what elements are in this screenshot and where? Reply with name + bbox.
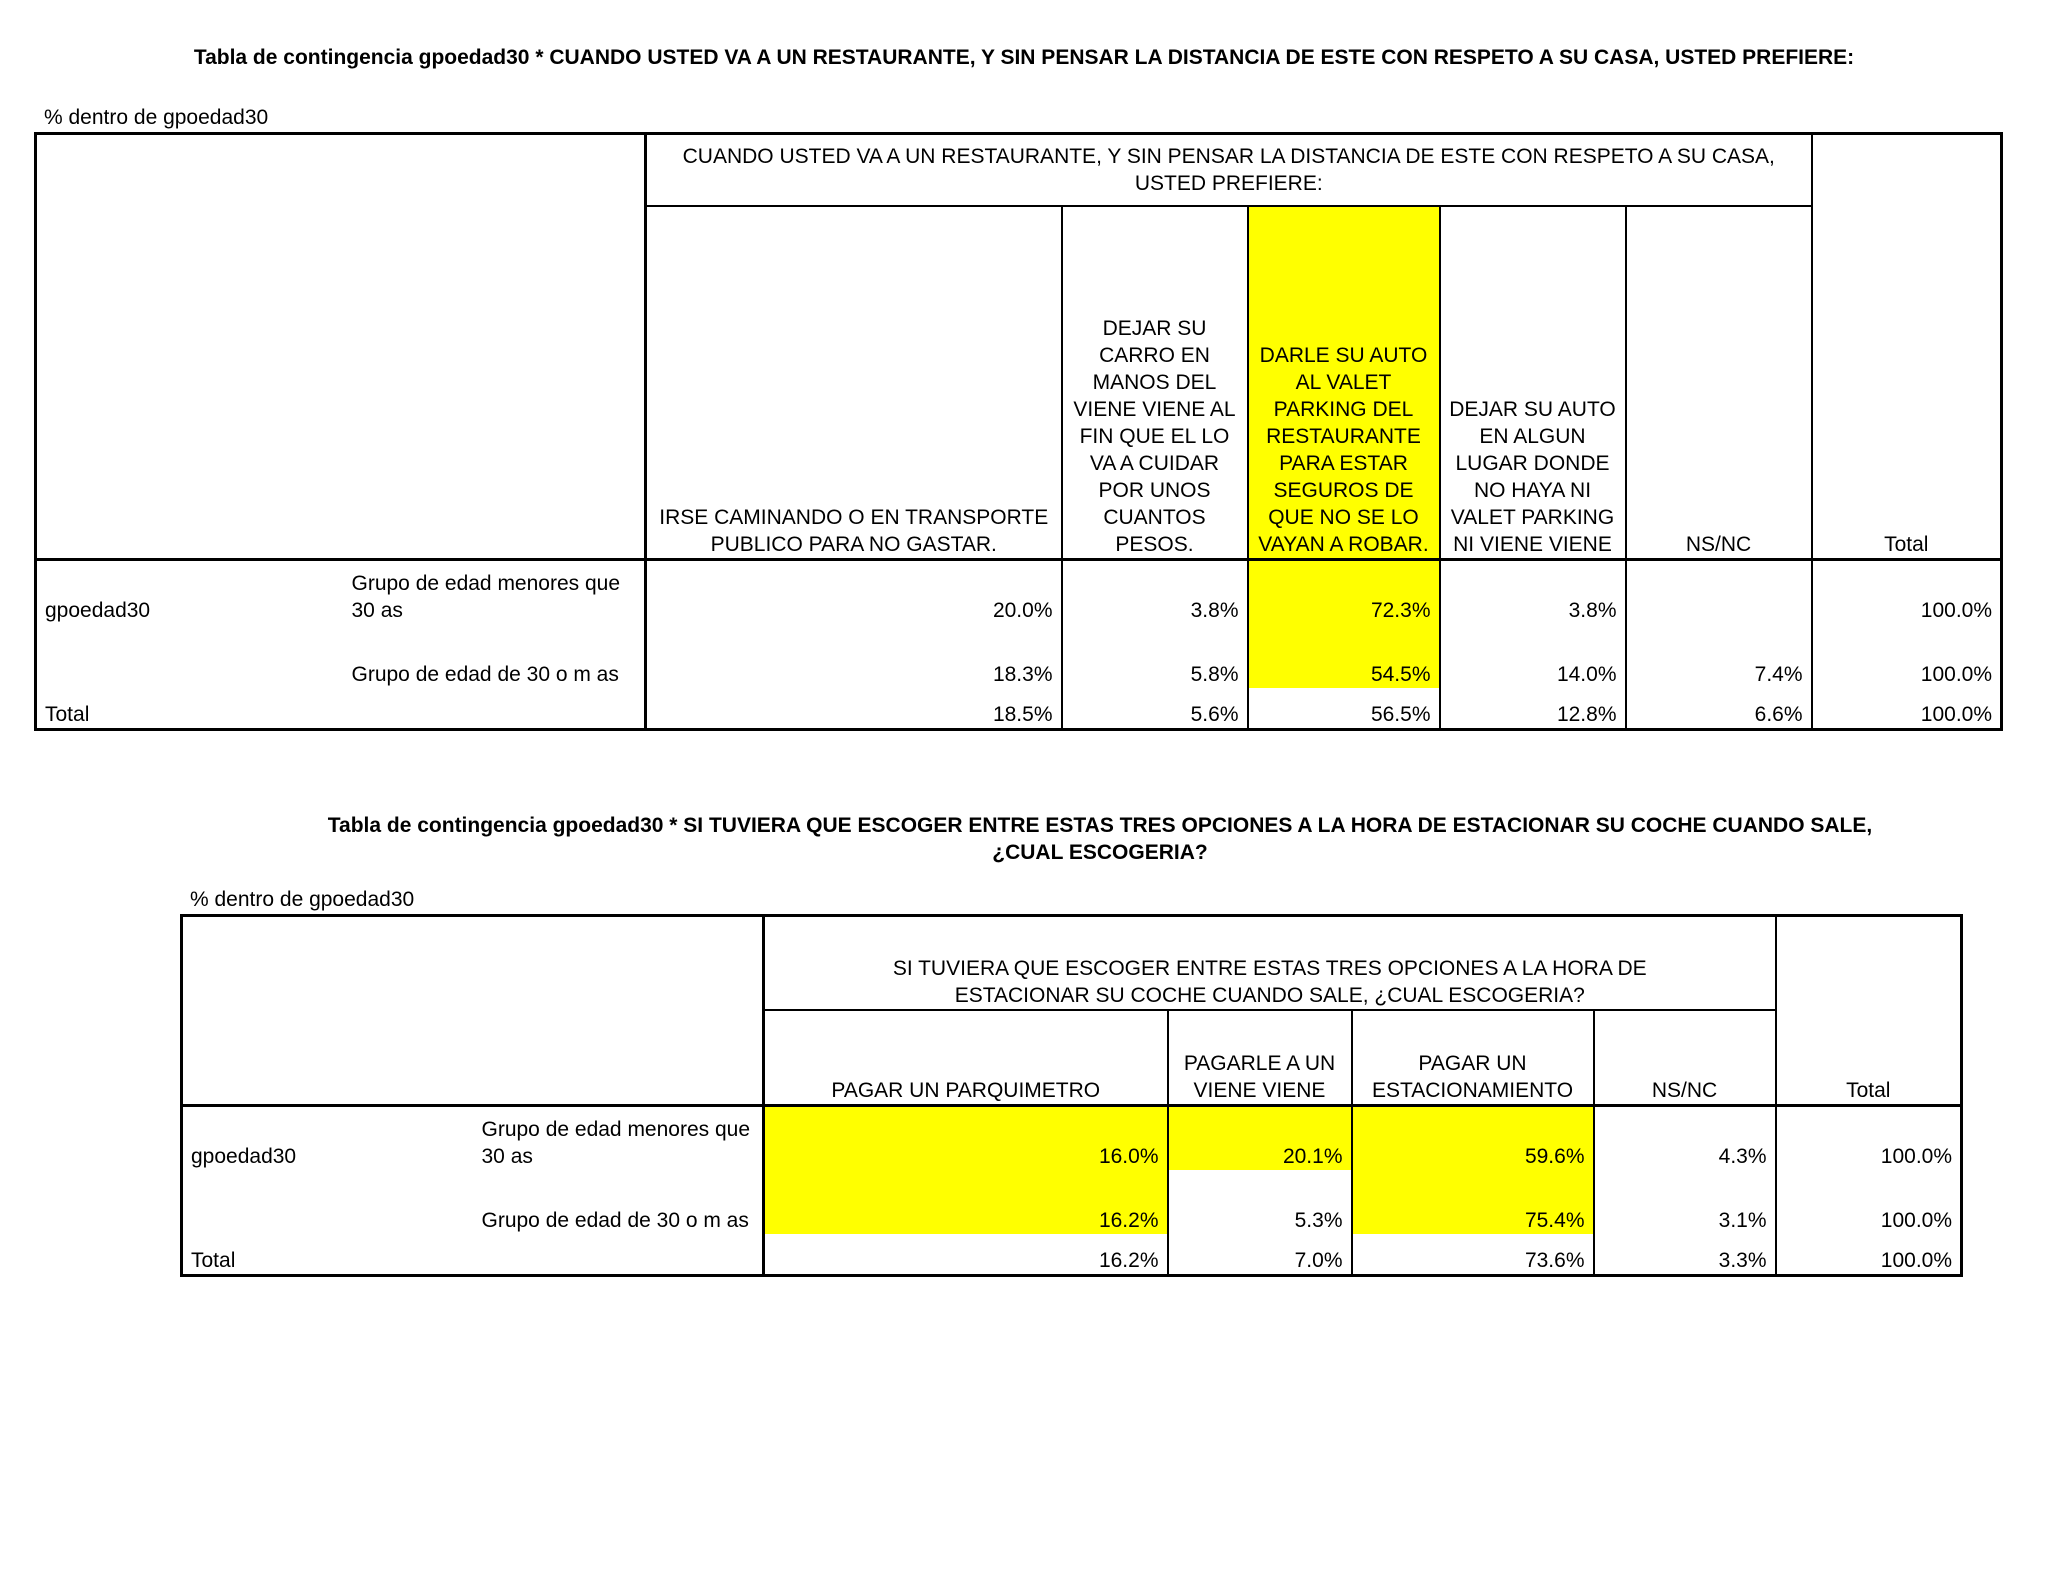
table1-cell: 7.4% [1626, 624, 1812, 688]
table1-col-4: DEJAR SU AUTO EN ALGUN LUGAR DONDE NO HAYA NI VALET PARKING NI VIENE VIENE [1440, 206, 1626, 560]
table1-cell: 20.0% [646, 560, 1062, 624]
table2-col-2: PAGARLE A UN VIENE VIENE [1168, 1010, 1352, 1106]
table2-cell: 100.0% [1776, 1106, 1962, 1170]
table2-title-line-1: Tabla de contingencia gpoedad30 * SI TUVIERA QUE ESCOGER ENTRE ESTAS TRES OPCIONES A LA HORA DE ESTACIONAR SU COCHE CUANDO SALE, [327, 814, 1873, 837]
table1-cell: 12.8% [1440, 688, 1626, 730]
table1-cell: 72.3% [1248, 560, 1440, 624]
table1-title: Tabla de contingencia gpoedad30 * CUANDO USTED VA A UN RESTAURANTE, Y SIN PENSAR LA DISTANCIA DE ESTE CON RESPETO A SU CASA, USTED PREFIERE: [193, 46, 1855, 69]
table1-subtitle: % dentro de gpoedad30 [44, 106, 269, 129]
table2-cell: 5.3% [1168, 1170, 1352, 1234]
table2-cell: 20.1% [1168, 1106, 1352, 1170]
table2-title [140, 812, 2048, 866]
table1-cell [1626, 560, 1812, 624]
table2-cell: 16.0% [764, 1106, 1168, 1170]
table1-cell: 100.0% [1812, 624, 2002, 688]
table2-cell: 73.6% [1352, 1234, 1594, 1276]
table1-cell: 14.0% [1440, 624, 1626, 688]
table1-cell: 18.3% [646, 624, 1062, 688]
table1-row-label: Grupo de edad menores que 30 as [351, 571, 621, 622]
table1-row-label: Grupo de edad de 30 o m as [351, 662, 619, 686]
contingency-table-2 [180, 914, 1963, 1277]
table1-total-row-label: Total [45, 703, 90, 726]
table2-cell: 16.2% [764, 1170, 1168, 1234]
table1-cell: 18.5% [646, 688, 1062, 730]
table1-col-2: DEJAR SU CARRO EN MANOS DEL VIENE VIENE AL FIN QUE EL LO VA A CUIDAR POR UNOS CUANTOS PESOS. [1062, 206, 1248, 560]
table2-cell: 100.0% [1776, 1234, 1962, 1276]
table2-cell: 7.0% [1168, 1234, 1352, 1276]
table1-col-1: IRSE CAMINANDO O EN TRANSPORTE PUBLICO PARA NO GASTAR. [646, 206, 1062, 560]
table2-total-row-label: Total [191, 1249, 236, 1272]
table1-cell: 6.6% [1626, 688, 1812, 730]
table2-cell: 3.3% [1594, 1234, 1776, 1276]
table2-cell: 100.0% [1776, 1170, 1962, 1234]
table1-col-3: DARLE SU AUTO AL VALET PARKING DEL RESTAURANTE PARA ESTAR SEGUROS DE QUE NO SE LO VAYAN A ROBAR. [1248, 206, 1440, 560]
table1-cell: 5.6% [1062, 688, 1248, 730]
table2-cell: 75.4% [1352, 1170, 1594, 1234]
table2-blank [182, 1170, 474, 1234]
table2-var-label: gpoedad30 [191, 1144, 297, 1168]
table2-corner [182, 916, 764, 1106]
table2-spanner: SI TUVIERA QUE ESCOGER ENTRE ESTAS TRES OPCIONES A LA HORA DE ESTACIONAR SU COCHE CUANDO SALE, ¿CUAL ESCOGERIA? [764, 916, 1776, 1010]
table2-col-3: PAGAR UN ESTACIONAMIENTO [1352, 1010, 1594, 1106]
table1-col-total: Total [1812, 134, 2002, 560]
table2-row-label: Grupo de edad de 30 o m as [481, 1208, 749, 1232]
table1-col-5: NS/NC [1626, 206, 1812, 560]
table2-col-1: PAGAR UN PARQUIMETRO [764, 1010, 1168, 1106]
table2-cell: 16.2% [764, 1234, 1168, 1276]
table1-var-label: gpoedad30 [45, 598, 151, 622]
table2-cell: 59.6% [1352, 1106, 1594, 1170]
table1-cell: 56.5% [1248, 688, 1440, 730]
table2-subtitle: % dentro de gpoedad30 [190, 888, 415, 911]
table1-spanner: CUANDO USTED VA A UN RESTAURANTE, Y SIN PENSAR LA DISTANCIA DE ESTE CON RESPETO A SU CASA, USTED PREFIERE: [646, 134, 1812, 206]
table1-cell: 100.0% [1812, 560, 2002, 624]
table1-corner [36, 134, 646, 560]
table1-cell: 100.0% [1812, 688, 2002, 730]
table2-cell: 4.3% [1594, 1106, 1776, 1170]
contingency-table-1 [34, 132, 2003, 731]
table2-col-4: NS/NC [1594, 1010, 1776, 1106]
table1-cell: 5.8% [1062, 624, 1248, 688]
table1-cell: 54.5% [1248, 624, 1440, 688]
table1-cell: 3.8% [1062, 560, 1248, 624]
table1-blank [36, 624, 344, 688]
table2-row-label: Grupo de edad menores que 30 as [481, 1117, 751, 1168]
table2-col-total: Total [1776, 916, 1962, 1106]
table2-cell: 3.1% [1594, 1170, 1776, 1234]
table2-title-line-2: ¿CUAL ESCOGERIA? [992, 841, 1208, 864]
table1-cell: 3.8% [1440, 560, 1626, 624]
